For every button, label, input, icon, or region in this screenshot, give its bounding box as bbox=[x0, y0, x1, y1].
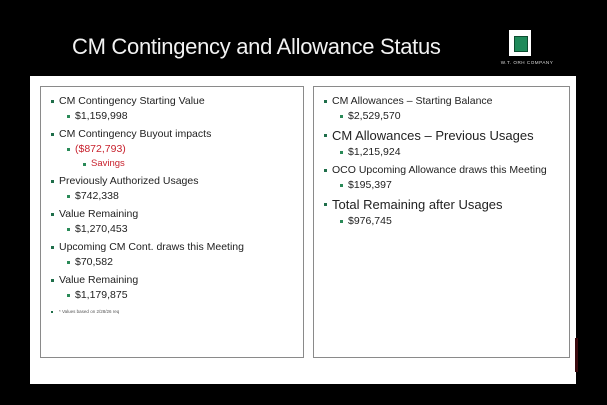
list-item: CM Allowances – Previous Usages bbox=[320, 128, 563, 143]
bullet-icon bbox=[340, 115, 343, 118]
bullet-icon bbox=[324, 169, 327, 172]
list-item-value: $1,215,924 bbox=[320, 146, 563, 158]
list-item: Upcoming CM Cont. draws this Meeting bbox=[47, 241, 297, 253]
bullet-icon bbox=[51, 180, 54, 183]
bullet-icon bbox=[67, 195, 70, 198]
bullet-icon bbox=[67, 294, 70, 297]
bullet-icon bbox=[324, 100, 327, 103]
footnote: * Values based on 2/28/26 req bbox=[47, 309, 297, 314]
bullet-icon bbox=[67, 148, 70, 151]
bullet-icon bbox=[67, 115, 70, 118]
list-item: CM Allowances – Starting Balance bbox=[320, 95, 563, 107]
bullet-icon bbox=[324, 134, 327, 137]
list-item: Total Remaining after Usages bbox=[320, 197, 563, 212]
list-item: CM Contingency Buyout impacts bbox=[47, 128, 297, 140]
bullet-icon bbox=[51, 213, 54, 216]
list-item: Value Remaining bbox=[47, 208, 297, 220]
bullet-icon bbox=[67, 261, 70, 264]
list-item-value: $2,529,570 bbox=[320, 110, 563, 122]
bullet-icon bbox=[51, 279, 54, 282]
list-item-value: $976,745 bbox=[320, 215, 563, 227]
contingency-panel bbox=[40, 86, 304, 358]
list-item-value: $1,159,998 bbox=[47, 110, 297, 122]
company-logo-icon bbox=[509, 30, 531, 56]
bullet-icon bbox=[51, 133, 54, 136]
list-item: Value Remaining bbox=[47, 274, 297, 286]
list-item: CM Contingency Starting Value bbox=[47, 95, 297, 107]
bullet-icon bbox=[51, 246, 54, 249]
list-item-value: $1,270,453 bbox=[47, 223, 297, 235]
company-logo bbox=[500, 30, 562, 72]
company-logo-text: W.T. ORH COMPANY bbox=[500, 60, 554, 65]
bullet-icon bbox=[340, 184, 343, 187]
allowance-panel bbox=[313, 86, 570, 358]
bullet-icon bbox=[324, 203, 327, 206]
list-item-value: $70,582 bbox=[47, 256, 297, 268]
list-item-value: $1,179,875 bbox=[47, 289, 297, 301]
list-item: Previously Authorized Usages bbox=[47, 175, 297, 187]
list-item: OCO Upcoming Allowance draws this Meeting bbox=[320, 164, 563, 176]
slide-title: CM Contingency and Allowance Status bbox=[72, 34, 441, 59]
list-item-value: $742,338 bbox=[47, 190, 297, 202]
bullet-icon bbox=[67, 228, 70, 231]
bullet-icon bbox=[51, 311, 53, 313]
bullet-icon bbox=[83, 163, 86, 166]
bullet-icon bbox=[51, 100, 54, 103]
list-item-value: ($872,793) bbox=[47, 143, 297, 155]
bullet-icon bbox=[340, 220, 343, 223]
bullet-icon bbox=[340, 151, 343, 154]
edge-mark bbox=[575, 338, 578, 372]
list-item-value: $195,397 bbox=[320, 179, 563, 191]
list-item-note: Savings bbox=[47, 158, 297, 169]
slide-content bbox=[30, 76, 576, 384]
